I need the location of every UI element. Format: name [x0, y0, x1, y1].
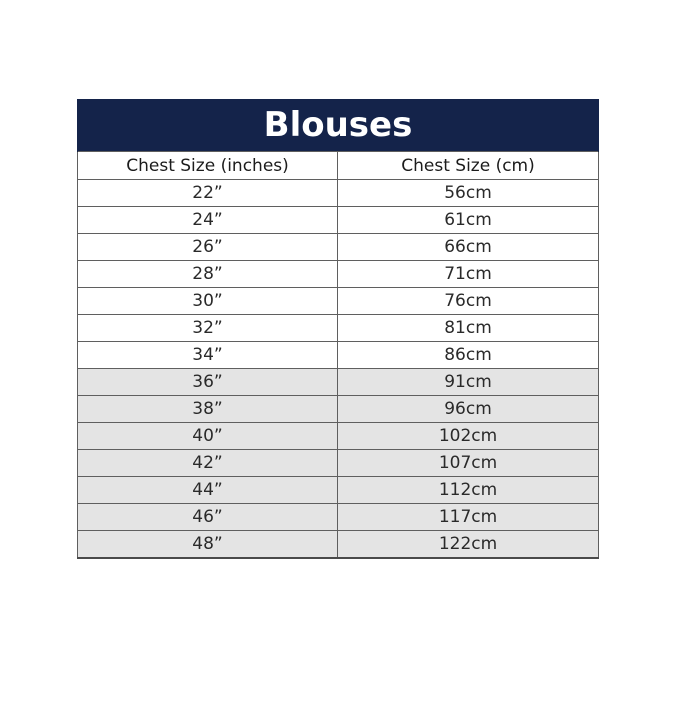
table-row: [78, 531, 599, 559]
blouses-size-table: [77, 99, 599, 559]
title-row: [78, 99, 599, 152]
table-row: [78, 477, 599, 504]
chest-size-cm-cell: 91cm: [338, 369, 599, 396]
chest-size-inches-cell: 22”: [78, 180, 338, 207]
chest-size-inches-cell: 40”: [78, 423, 338, 450]
chest-size-cm-cell: 81cm: [338, 315, 599, 342]
chest-size-inches-cell: 48”: [78, 531, 338, 559]
chest-size-inches-cell: 30”: [78, 288, 338, 315]
chest-size-cm-cell: 71cm: [338, 261, 599, 288]
chest-size-cm-cell: 112cm: [338, 477, 599, 504]
chest-size-cm-cell: 102cm: [338, 423, 599, 450]
chest-size-inches-cell: 32”: [78, 315, 338, 342]
table-row: [78, 234, 599, 261]
chest-size-inches-cell: 42”: [78, 450, 338, 477]
table-row: [78, 288, 599, 315]
table-row: [78, 207, 599, 234]
chest-size-cm-cell: 61cm: [338, 207, 599, 234]
chest-size-inches-cell: 44”: [78, 477, 338, 504]
header-row: [78, 152, 599, 180]
chest-size-cm-cell: 66cm: [338, 234, 599, 261]
chest-size-cm-cell: 107cm: [338, 450, 599, 477]
chest-size-inches-cell: 24”: [78, 207, 338, 234]
table-row: [78, 261, 599, 288]
chest-size-inches-cell: 36”: [78, 369, 338, 396]
table-row: [78, 450, 599, 477]
table-row: [78, 342, 599, 369]
chest-size-cm-cell: 122cm: [338, 531, 599, 559]
chest-size-inches-cell: 28”: [78, 261, 338, 288]
chest-size-inches-cell: 34”: [78, 342, 338, 369]
chest-size-inches-cell: 38”: [78, 396, 338, 423]
table-row: [78, 315, 599, 342]
table-row: [78, 369, 599, 396]
chest-size-inches-cell: 46”: [78, 504, 338, 531]
column-header-cm: Chest Size (cm): [338, 152, 599, 180]
chest-size-inches-cell: 26”: [78, 234, 338, 261]
chest-size-cm-cell: 76cm: [338, 288, 599, 315]
chest-size-cm-cell: 86cm: [338, 342, 599, 369]
chest-size-cm-cell: 117cm: [338, 504, 599, 531]
table-row: [78, 423, 599, 450]
column-header-inches: Chest Size (inches): [78, 152, 338, 180]
chest-size-cm-cell: 56cm: [338, 180, 599, 207]
table-title: Blouses: [78, 99, 599, 152]
table-row: [78, 180, 599, 207]
table-row: [78, 396, 599, 423]
table-row: [78, 504, 599, 531]
chest-size-cm-cell: 96cm: [338, 396, 599, 423]
size-rows: [78, 180, 599, 559]
